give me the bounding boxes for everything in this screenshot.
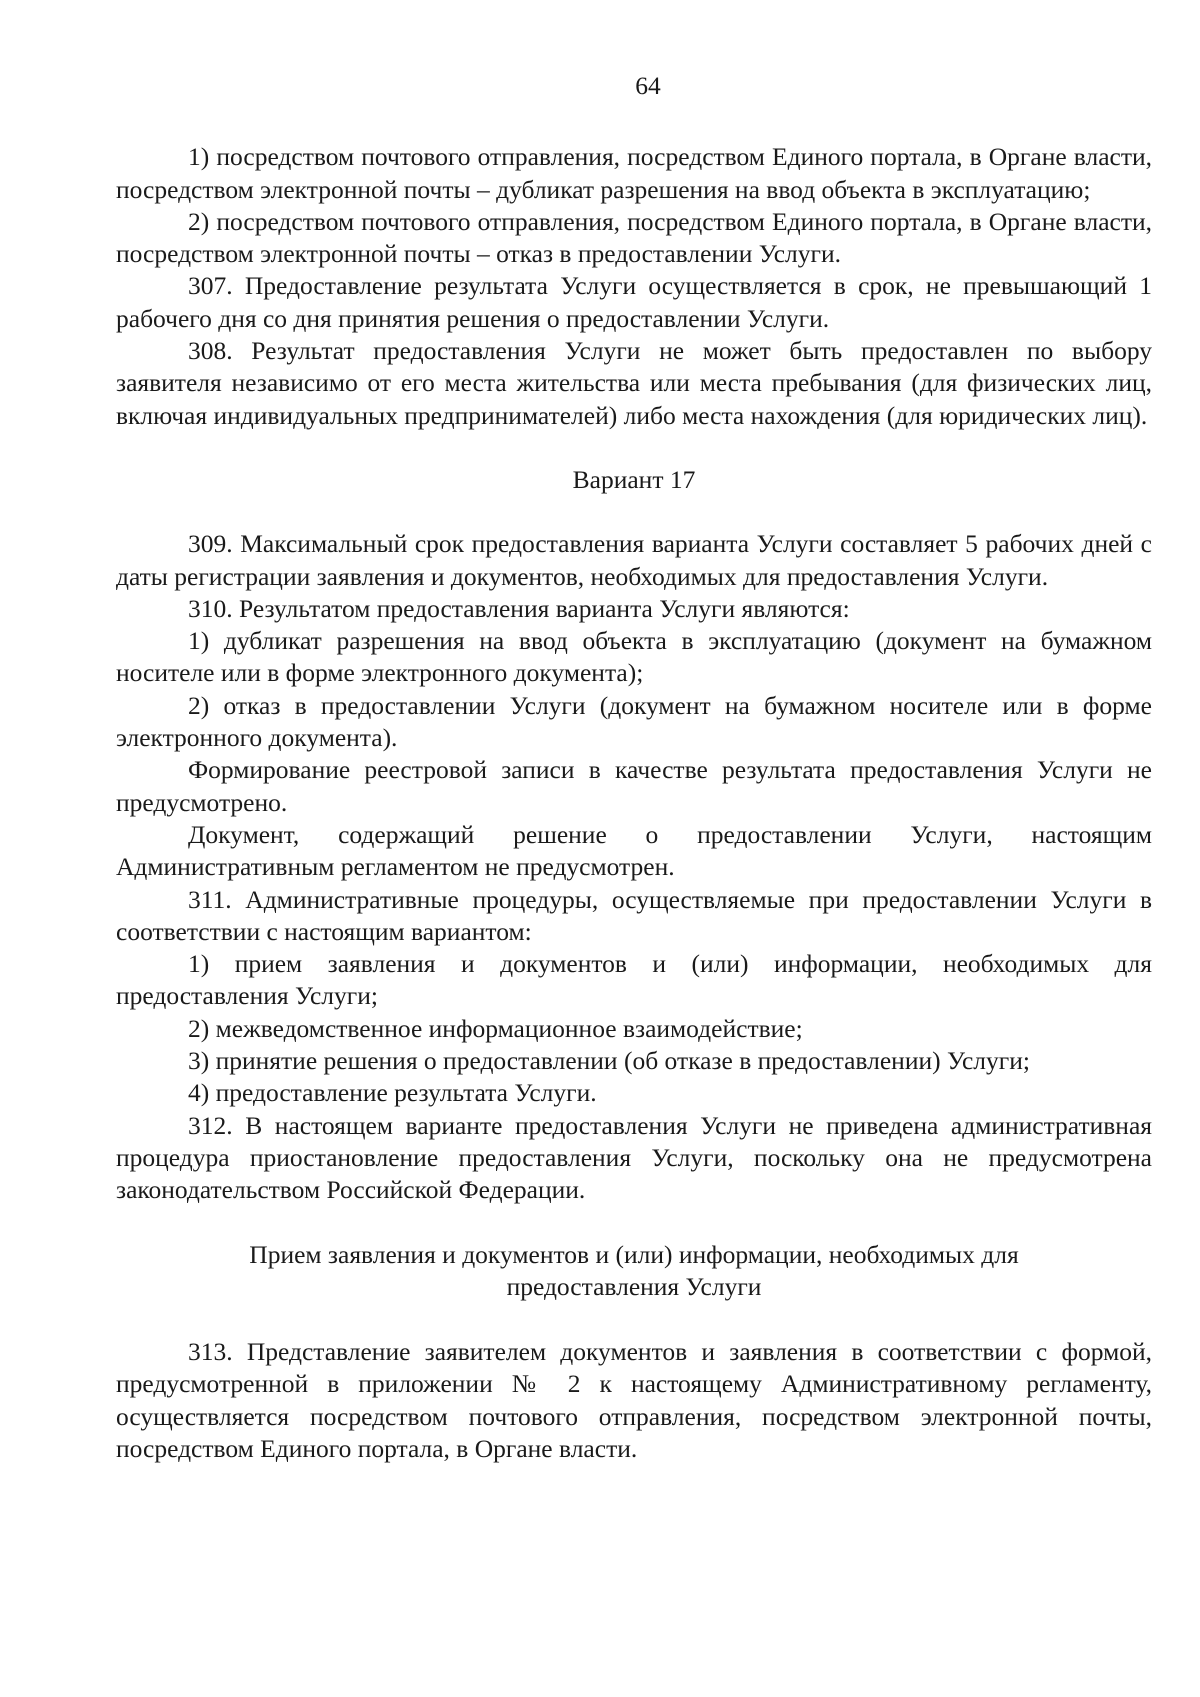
paragraph: 3) принятие решения о предоставлении (об отказе в предоставлении) Услуги;: [188, 1046, 1030, 1076]
paragraph: 2) межведомственное информационное взаимодействие;: [188, 1013, 803, 1043]
section-heading-line: предоставления Услуги: [506, 1271, 762, 1301]
variant-heading: Вариант 17: [572, 464, 696, 494]
section-heading: [116, 1239, 1152, 1304]
paragraph: Документ, содержащий решение о предоставлении Услуги, настоящим Административным регламентом не предусмотрен.: [116, 819, 1152, 882]
page-number: 64: [635, 71, 661, 100]
paragraph: 309. Максимальный срок предоставления варианта Услуги составляет 5 рабочих дней с даты регистрации заявления и документов, необходимых для предоставления Услуги.: [116, 529, 1152, 591]
paragraph: 313. Представление заявителем документов и заявления в соответствии с формой, предусмотренной в приложении № 2 к настоящему Административному регламенту, осуществляется посредством почтового отправления, посредством электронной почты, посредством Единого портала, в Органе власти.: [116, 1337, 1152, 1463]
paragraph: 2) отказ в предоставлении Услуги (документ на бумажном носителе или в форме электронного документа).: [116, 690, 1152, 753]
paragraph: 308. Результат предоставления Услуги не может быть предоставлен по выбору заявителя независимо от его места жительства или места пребывания (для физических лиц, включая индивидуальных предпринимателей) либо места нахождения (для юридических лиц).: [116, 336, 1152, 430]
paragraph: 310. Результатом предоставления варианта Услуги являются:: [188, 593, 850, 623]
paragraph: 4) предоставление результата Услуги.: [188, 1078, 597, 1108]
paragraph: Формирование реестровой записи в качестве результата предоставления Услуги не предусмотрено.: [116, 755, 1152, 817]
paragraph: 311. Административные процедуры, осуществляемые при предоставлении Услуги в соответствии с настоящим вариантом:: [116, 884, 1152, 946]
section-heading-line: Прием заявления и документов и (или) информации, необходимых для: [249, 1239, 1019, 1269]
paragraph: 2) посредством почтового отправления, посредством Единого портала, в Органе власти, посредством электронной почты – отказ в предоставлении Услуги.: [116, 206, 1152, 269]
paragraph: 1) посредством почтового отправления, посредством Единого портала, в Органе власти, посредством электронной почты – дубликат разрешения на ввод объекта в эксплуатацию;: [116, 142, 1152, 204]
paragraph: 312. В настоящем варианте предоставления Услуги не приведена административная процедура приостановление предоставления Услуги, поскольку она не предусмотрена законодательством Российской Федерации.: [116, 1110, 1152, 1205]
paragraph: 1) прием заявления и документов и (или) информации, необходимых для предоставления Услуги;: [116, 949, 1152, 1011]
paragraph: 1) дубликат разрешения на ввод объекта в эксплуатацию (документ на бумажном носителе или в форме электронного документа);: [116, 626, 1152, 688]
paragraph: 307. Предоставление результата Услуги осуществляется в срок, не превышающий 1 рабочего дня со дня принятия решения о предоставлении Услуги.: [116, 271, 1152, 333]
